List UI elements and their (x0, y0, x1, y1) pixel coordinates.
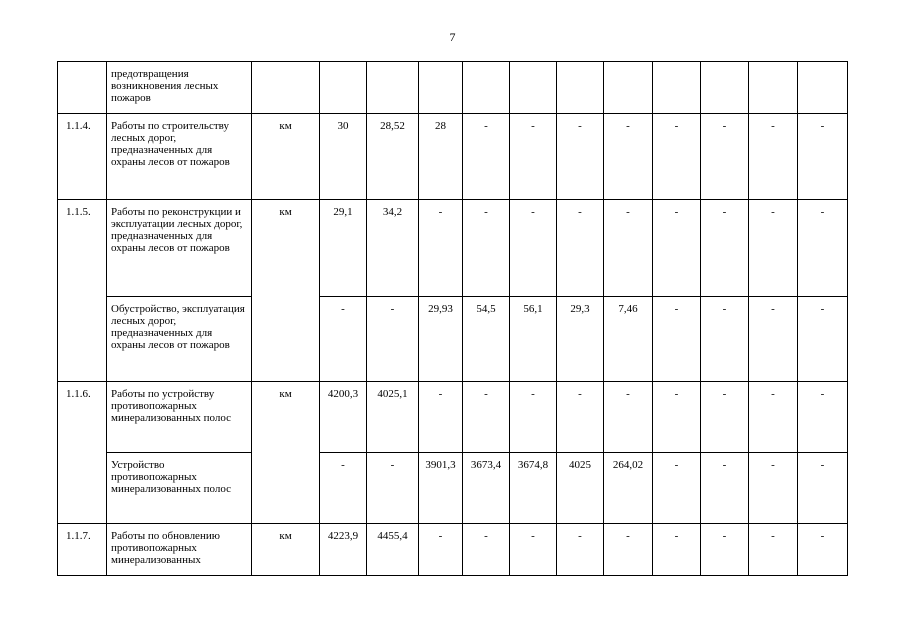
cell-value: - (320, 453, 367, 524)
cell-value: 3901,3 (419, 453, 463, 524)
cell-value: 4455,4 (367, 524, 419, 576)
cell-value: 4025 (557, 453, 604, 524)
cell-value: 3673,4 (463, 453, 510, 524)
cell-value: 30 (320, 114, 367, 200)
table-row (58, 453, 848, 524)
cell-value (653, 62, 701, 114)
cell-value: 7,46 (604, 297, 653, 382)
row-number: 1.1.6. (58, 382, 107, 524)
cell-value (749, 62, 798, 114)
cell-value: - (653, 524, 701, 576)
cell-value: - (604, 114, 653, 200)
cell-value: - (701, 297, 749, 382)
cell-value: - (510, 382, 557, 453)
cell-value: - (604, 200, 653, 297)
cell-value: - (463, 114, 510, 200)
row-number: 1.1.7. (58, 524, 107, 576)
cell-value (510, 62, 557, 114)
cell-value: - (798, 382, 848, 453)
cell-value: - (798, 453, 848, 524)
cell-value (463, 62, 510, 114)
table-row (58, 114, 848, 200)
cell-value (320, 62, 367, 114)
cell-value: - (557, 382, 604, 453)
table-row (58, 297, 848, 382)
cell-value: - (653, 382, 701, 453)
cell-value: 28,52 (367, 114, 419, 200)
cell-value: - (701, 114, 749, 200)
data-table (57, 61, 848, 576)
cell-value: - (367, 453, 419, 524)
cell-value (367, 62, 419, 114)
cell-value: - (604, 382, 653, 453)
cell-value: 29,3 (557, 297, 604, 382)
cell-value: - (653, 297, 701, 382)
row-name: Устройство противопожарных минерализованных полос (107, 453, 252, 524)
cell-value: - (463, 524, 510, 576)
row-name: Обустройство, эксплуатация лесных дорог, предназначенных для охраны лесов от пожаров (107, 297, 252, 382)
row-name: предотвращения возникновения лесных пожаров (107, 62, 252, 114)
cell-value (557, 62, 604, 114)
cell-value: - (463, 382, 510, 453)
row-number (58, 62, 107, 114)
row-unit: км (252, 524, 320, 576)
cell-value: - (320, 297, 367, 382)
cell-value: 54,5 (463, 297, 510, 382)
page-number: 7 (449, 30, 456, 44)
cell-value: - (653, 200, 701, 297)
cell-value (701, 62, 749, 114)
cell-value: - (798, 200, 848, 297)
cell-value: - (604, 524, 653, 576)
cell-value: - (419, 524, 463, 576)
cell-value: - (701, 524, 749, 576)
row-unit: км (252, 382, 320, 524)
cell-value: 4200,3 (320, 382, 367, 453)
cell-value: 56,1 (510, 297, 557, 382)
cell-value: - (798, 297, 848, 382)
cell-value: 3674,8 (510, 453, 557, 524)
cell-value: - (557, 200, 604, 297)
cell-value (419, 62, 463, 114)
cell-value: - (653, 453, 701, 524)
cell-value: 34,2 (367, 200, 419, 297)
cell-value: - (510, 114, 557, 200)
cell-value: - (749, 524, 798, 576)
cell-value: - (463, 200, 510, 297)
cell-value: - (510, 200, 557, 297)
table-row (58, 62, 848, 114)
cell-value: - (701, 453, 749, 524)
cell-value: 29,93 (419, 297, 463, 382)
cell-value: 4025,1 (367, 382, 419, 453)
cell-value: - (701, 200, 749, 297)
cell-value: - (798, 114, 848, 200)
cell-value: - (367, 297, 419, 382)
cell-value: - (419, 200, 463, 297)
cell-value: 4223,9 (320, 524, 367, 576)
row-number: 1.1.4. (58, 114, 107, 200)
cell-value: - (749, 200, 798, 297)
row-name: Работы по устройству противопожарных минерализованных полос (107, 382, 252, 453)
cell-value: - (749, 453, 798, 524)
row-unit: км (252, 200, 320, 382)
cell-value (604, 62, 653, 114)
table-row (58, 200, 848, 297)
cell-value: 29,1 (320, 200, 367, 297)
table-row (58, 382, 848, 453)
row-number: 1.1.5. (58, 200, 107, 382)
cell-value: - (749, 297, 798, 382)
cell-value: - (557, 524, 604, 576)
cell-value: - (653, 114, 701, 200)
row-name: Работы по обновлению противопожарных минерализованных (107, 524, 252, 576)
cell-value: 28 (419, 114, 463, 200)
cell-value: - (749, 382, 798, 453)
cell-value: - (419, 382, 463, 453)
cell-value: - (701, 382, 749, 453)
cell-value (798, 62, 848, 114)
cell-value: - (749, 114, 798, 200)
table-row (58, 524, 848, 576)
row-unit (252, 62, 320, 114)
row-name: Работы по строительству лесных дорог, предназначенных для охраны лесов от пожаров (107, 114, 252, 200)
row-name: Работы по реконструкции и эксплуатации лесных дорог, предназначенных для охраны лесов от пожаров (107, 200, 252, 297)
cell-value: - (510, 524, 557, 576)
cell-value: - (557, 114, 604, 200)
cell-value: - (798, 524, 848, 576)
row-unit: км (252, 114, 320, 200)
cell-value: 264,02 (604, 453, 653, 524)
